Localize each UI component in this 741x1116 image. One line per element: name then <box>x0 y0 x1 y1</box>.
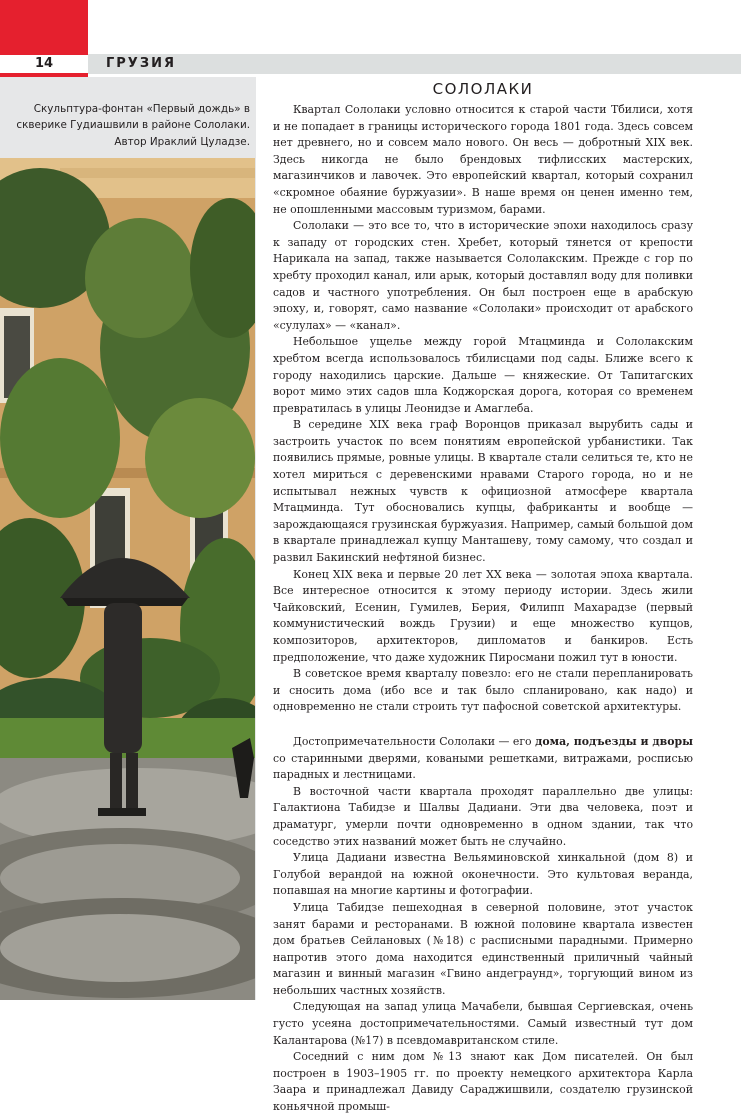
photo-caption: Скульптура-фонтан «Первый дождь» в скверике Гудиашвили в районе Сололаки. Автор Ираклий Цуладзе. <box>16 103 250 148</box>
sights-rest-text: со старинными дверями, коваными решетками, витражами, росписью парадных и лестницами. <box>273 751 693 782</box>
paragraph: Улица Табидзе пешеходная в северной половине, этот участок занят барами и ресторанами. В южной половине квартала известен дом братьев Сейлановых (№18) с расписными парадными. Примерно напротив этого дома находится единственный приличный чайный магазин и винный магазин «Гвино андеграунд», торгующий вином из небольших частных хозяйств. <box>273 900 693 997</box>
fountain-sculpture-photo <box>0 158 255 1000</box>
paragraph: В середине XIX века граф Воронцов приказал вырубить сады и застроить участок по всем понятиям европейской урбанистики. Так появились прямые, ровные улицы. В квартале стали селиться те, кто не хотел мириться с деревенскими нравами Старого города, но и не испытывал нежных чувств к официозной атмосфере квартала Мтацминда. Тут обосновались купцы, фабриканты и вообще — зарождающаяся грузинская буржуазия. Например, самый большой дом в квартале принадлежал купцу Манташеву, тому самому, что создал и развил Бакинский нефтяной бизнес. <box>273 418 693 565</box>
page-number: 14 <box>0 55 88 73</box>
paragraph: Соседний с ним дом №13 знают как Дом писателей. Он был построен в 1903–1905 гг. по проекту немецкого архитектора Карла Заара и принадлежал Давиду Сараджишвили, создателю грузинской коньячной промыш- <box>273 1050 693 1114</box>
paragraph: В советское время кварталу повезло: его не стали перепланировать и сносить дома (ибо все и так было спланировано, как надо) и одновременно не стали строить тут пафосной советской архитектуры. <box>273 667 693 714</box>
paragraph: Сололаки — это все то, что в исторические эпохи находилось сразу к западу от городских стен. Хребет, который тянется от крепости Нарикала на запад, также называется Сололакским. Прежде с гор по хребту проходил канал, или арык, который доставлял воду для поливки садов и частного употребления. Он был построен еще в арабскую эпоху, и, говорят, само название «Сололаки» происходит от арабского «сулулах» — «канал». <box>273 219 693 332</box>
paragraph: Небольшое ущелье между горой Мтацминда и Сололакским хребтом всегда использовалось тбилисцами под сады. Ближе всего к городу находились царские. Дальше — княжеские. От Тапитагских ворот мимо этих садов шла Коджорская дорога, которая со временем превратилась в улицы Леонидзе и Амаглеба. <box>273 335 693 415</box>
sights-bold-text: дома, подъезды и дворы <box>535 734 693 748</box>
article <box>273 77 693 1116</box>
paragraph: Квартал Сололаки условно относится к старой части Тбилиси, хотя и не попадает в границы исторического города 1801 года. Здесь совсем нет древнего, но и совсем мало нового. Он весь — добротный XIX век. Здесь никогда не было брендовых тифлисских мастерских, магазинчиков и лавочек. Это европейский квартал, который сохранил «скромное обаяние буржуазии». В наше время он ценен именно тем, не опошленными массовым туризмом, барами. <box>273 103 693 216</box>
paragraph: Конец XIX века и первые 20 лет XX века — золотая эпоха квартала. Все интересное относится к этому периоду истории. Здесь жили Чайковский, Есенин, Гумилев, Берия, Филипп Махарадзе (первый коммунистический вождь Грузии) и еще множество купцов, композиторов, архитекторов, дипломатов и банкиров. Есть предположение, что даже художник Пиросмани пожил тут в юности. <box>273 567 693 664</box>
paragraph: В восточной части квартала проходят параллельно две улицы: Галактиона Табидзе и Шалвы Дадиани. Эти два человека, поэт и драматург, умерли почти одновременно в одном здании, так что соседство этих названий может быть не случайно. <box>273 784 693 848</box>
paragraph: Улица Дадиани известна Вельяминовской хинкальной (дом 8) и Голубой верандой на южной оконечности. Это культовая веранда, попавшая на многие картины и фотографии. <box>273 851 693 898</box>
running-header-band <box>88 54 741 74</box>
running-head-title: ГРУЗИЯ <box>106 56 176 71</box>
red-corner-block <box>0 0 88 57</box>
paragraph: Следующая на запад улица Мачабели, бывшая Сергиевская, очень густо усеяна достопримечательностями. Самый известный тут дом Калантарова (№17) в псевдомавританском стиле. <box>273 1000 693 1047</box>
sights-intro-text: Достопримечательности Сололаки — его <box>293 734 536 748</box>
paragraph-sights <box>273 734 693 784</box>
article-title: СОЛОЛАКИ <box>432 80 534 98</box>
